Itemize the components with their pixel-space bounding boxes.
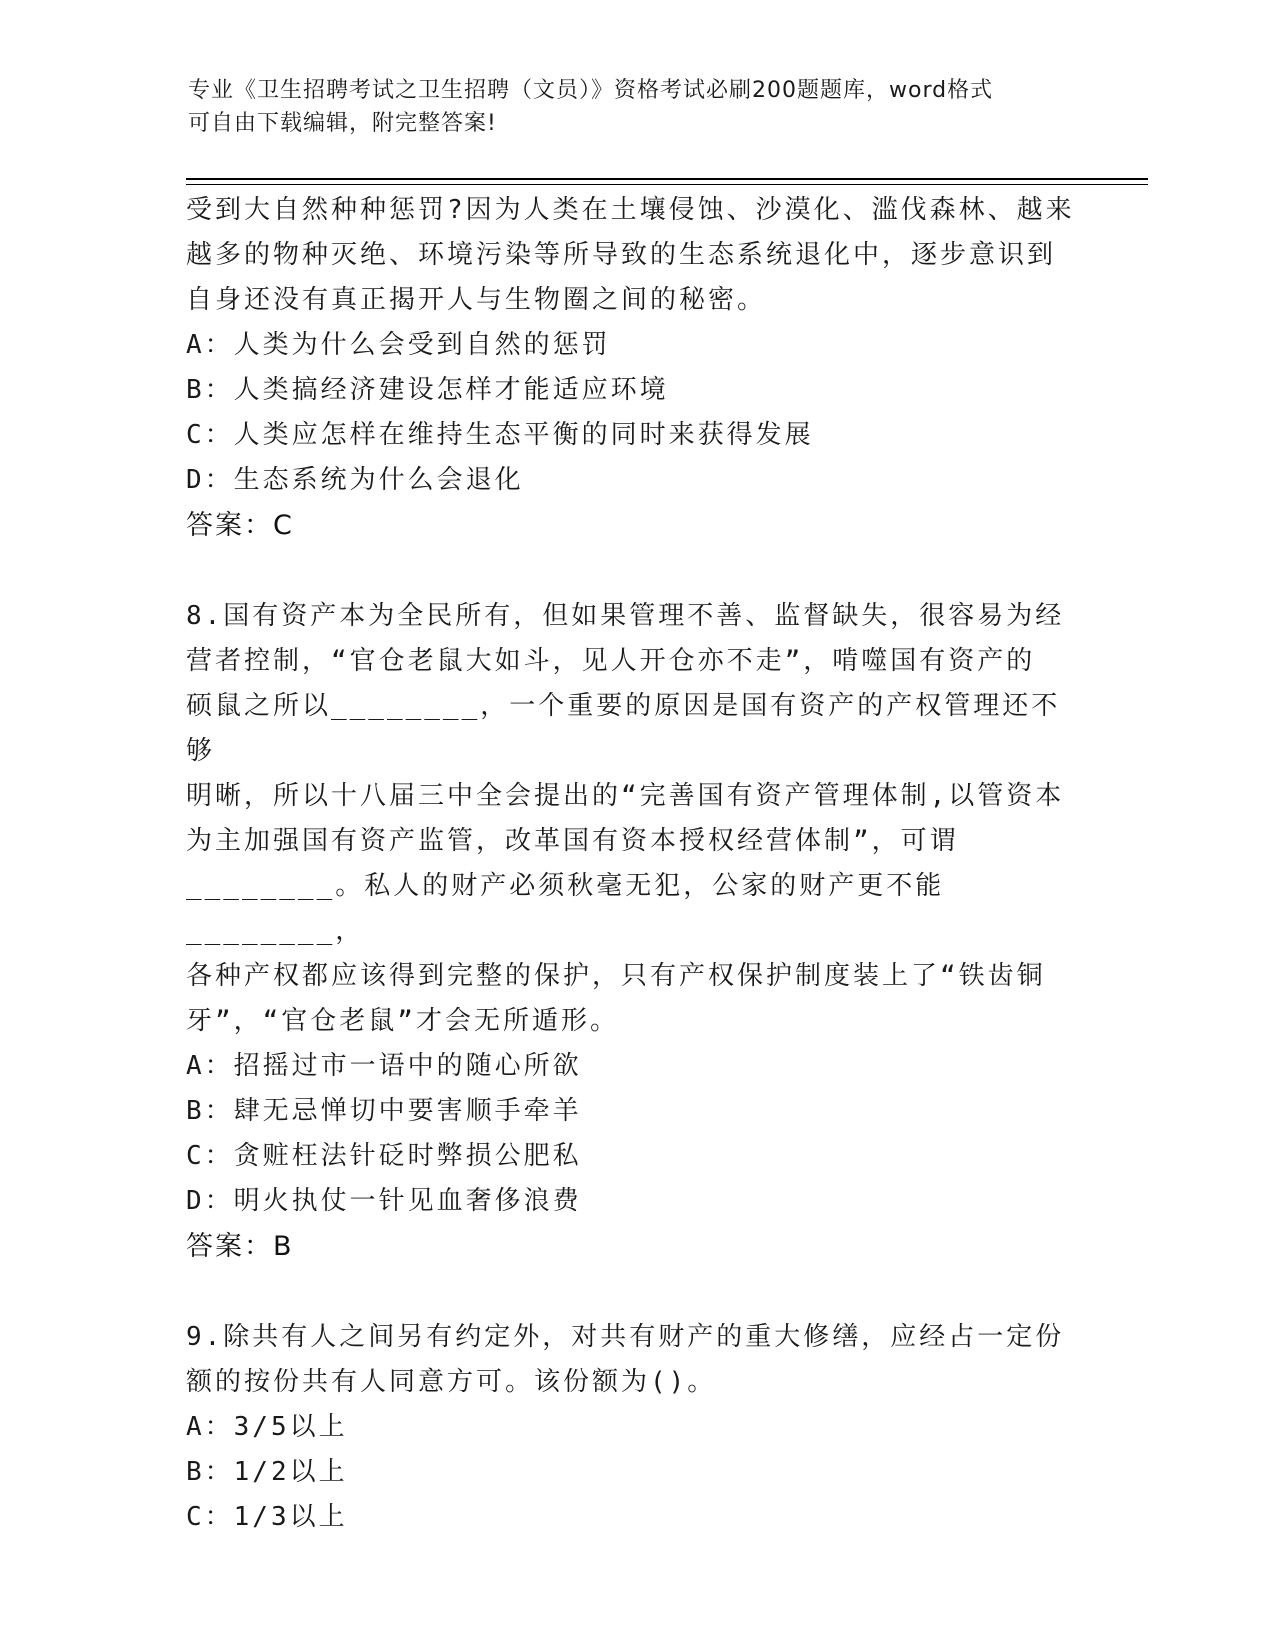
question-8-stem-line-7: 各种产权都应该得到完整的保护，只有产权保护制度装上了“铁齿铜 xyxy=(186,961,1046,991)
document-header xyxy=(188,74,1088,140)
question-8-answer: 答案：B xyxy=(186,1231,294,1262)
question-7 xyxy=(186,188,1086,548)
question-7-stem-line-2: 越多的物种灭绝、环境污染等所导致的生态系统退化中，逐步意识到 xyxy=(186,240,1057,270)
question-8-stem-line-5: 为主加强国有资产监管，改革国有资本授权经营体制”，可谓 xyxy=(186,826,959,856)
question-7-option-a: A：人类为什么会受到自然的惩罚 xyxy=(186,330,611,360)
spacer xyxy=(186,1269,1086,1315)
question-9-option-a: A：3/5以上 xyxy=(186,1412,348,1442)
spacer xyxy=(186,548,1086,594)
question-8-stem-line-8: 牙”，“官仓老鼠”才会无所遁形。 xyxy=(186,1006,619,1036)
question-8-option-c: C：贪赃枉法针砭时弊损公肥私 xyxy=(186,1141,582,1171)
question-7-option-d: D：生态系统为什么会退化 xyxy=(186,465,524,495)
question-7-option-c: C：人类应怎样在维持生态平衡的同时来获得发展 xyxy=(186,420,814,450)
question-8 xyxy=(186,594,1086,1269)
question-7-answer: 答案：C xyxy=(186,510,294,541)
question-content xyxy=(186,188,1086,1540)
question-7-stem-line-1: 受到大自然种种惩罚?因为人类在土壤侵蚀、沙漠化、滥伐森林、越来 xyxy=(186,195,1075,225)
question-7-stem-line-3: 自身还没有真正揭开人与生物圈之间的秘密。 xyxy=(186,285,767,315)
question-8-stem-line-3: 硕鼠之所以________，一个重要的原因是国有资产的产权管理还不够 xyxy=(186,691,1061,766)
question-7-option-b: B：人类搞经济建设怎样才能适应环境 xyxy=(186,375,669,405)
question-8-option-b: B：肆无忌惮切中要害顺手牵羊 xyxy=(186,1096,582,1126)
question-9-stem-line-1: 9.除共有人之间另有约定外，对共有财产的重大修缮，应经占一定份 xyxy=(186,1322,1065,1352)
question-8-option-d: D：明火执仗一针见血奢侈浪费 xyxy=(186,1186,582,1216)
header-rule-thick xyxy=(186,178,1148,180)
question-8-stem-line-4: 明晰，所以十八届三中全会提出的“完善国有资产管理体制,以管资本 xyxy=(186,781,1065,811)
question-9-option-b: B：1/2以上 xyxy=(186,1457,348,1487)
question-9 xyxy=(186,1315,1086,1540)
question-8-stem-line-6: ________。私人的财产必须秋毫无犯，公家的财产更不能________， xyxy=(186,871,945,946)
question-8-stem-line-1: 8.国有资产本为全民所有，但如果管理不善、监督缺失，很容易为经 xyxy=(186,601,1065,631)
question-8-stem-line-2: 营者控制，“官仓老鼠大如斗，见人开仓亦不走”，啃噬国有资产的 xyxy=(186,646,1036,676)
header-rule-thin xyxy=(186,184,1148,185)
question-8-option-a: A：招摇过市一语中的随心所欲 xyxy=(186,1051,582,1081)
header-title-line-1: 专业《卫生招聘考试之卫生招聘（文员）》资格考试必刷200题题库，word格式 xyxy=(188,78,994,103)
header-title-line-2: 可自由下载编辑，附完整答案! xyxy=(188,111,497,136)
question-9-stem-line-2: 额的按份共有人同意方可。该份额为()。 xyxy=(186,1367,717,1397)
question-9-option-c: C：1/3以上 xyxy=(186,1502,348,1532)
